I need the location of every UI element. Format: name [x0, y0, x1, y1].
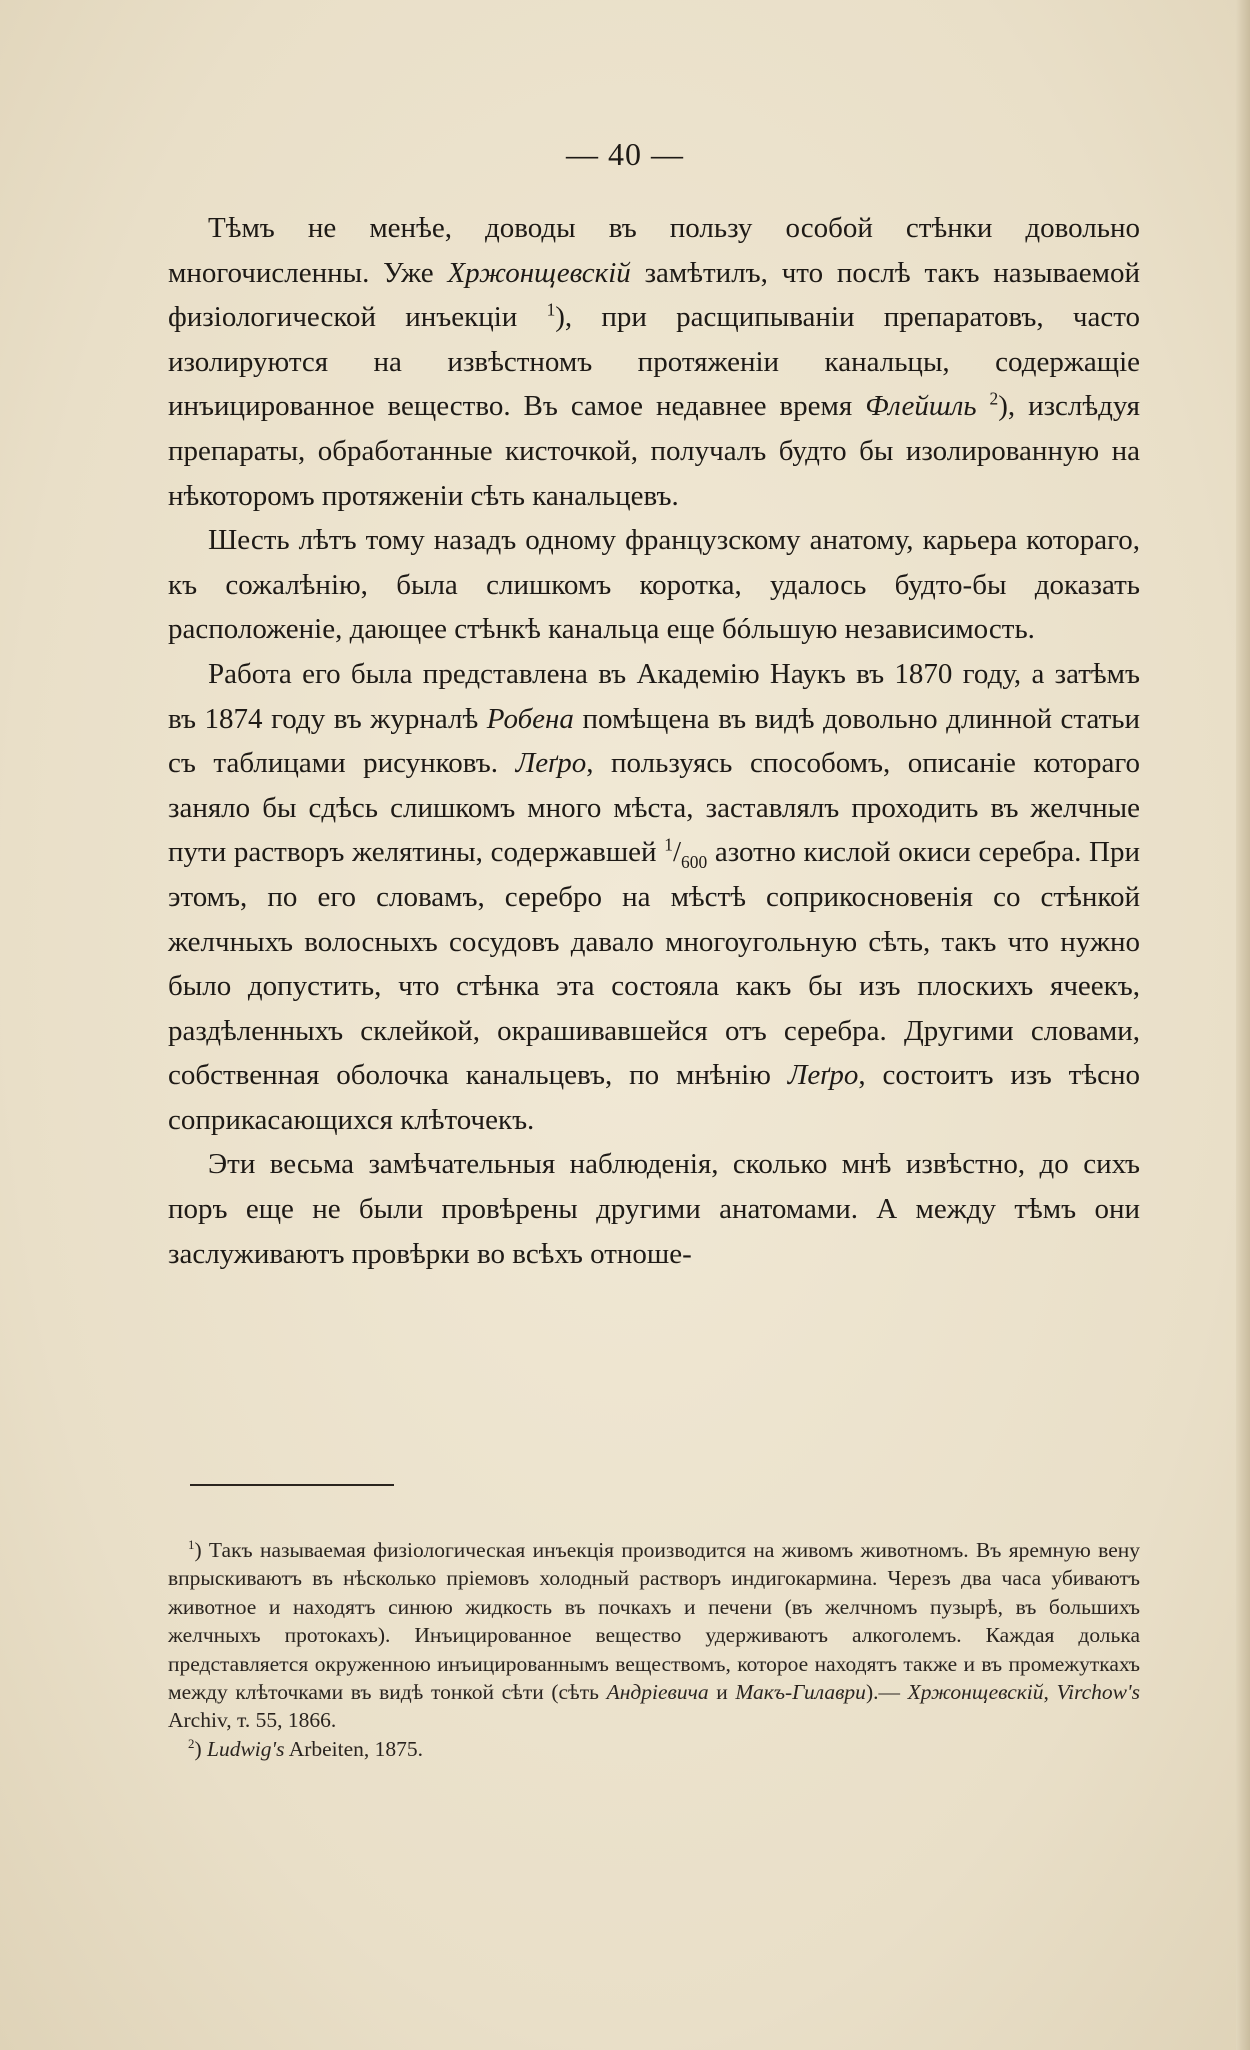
footnote-ref: 1 [546, 299, 556, 320]
author-name: Леґро [515, 747, 587, 780]
text-run: Эти весьма замѣчательныя наблюденія, сколько мнѣ извѣстно, до сихъ поръ еще не были провѣрены другими анатомами. А между тѣмъ они заслуживаютъ провѣрки во всѣхъ отноше- [168, 1148, 1140, 1270]
text-run: Arbeiten, 1875. [284, 1736, 424, 1761]
author-name: Хржонщевскій [447, 256, 631, 289]
author-name: Флейшль [865, 390, 977, 423]
paragraph-2 [168, 518, 1140, 652]
page-number: — 40 — [566, 136, 684, 172]
fraction-denominator: 600 [681, 852, 708, 873]
text-run: ), при расщипываніи препаратовъ, часто изолируются на извѣстномъ протяженіи канальцы, содержащіе инъицированное вещество. Въ самое недавнее время [168, 301, 1141, 423]
text-run: и [708, 1680, 736, 1705]
fraction-slash: / [672, 836, 682, 869]
text-run: замѣтилъ, что послѣ такъ называемой физіологической инъекціи [168, 256, 1140, 334]
footnote-1 [168, 1536, 1140, 1735]
text-run: азотно кислой окиси серебра. При этомъ, по его словамъ, серебро на мѣстѣ соприкосновенія со стѣнкой желчныхъ волосныхъ сосудовъ давало многоугольную сѣть, такъ что нужно было допустить, что стѣнка эта состояла какъ бы изъ плоскихъ ячеекъ, раздѣленныхъ склейкой, окрашивавшейся отъ серебра. Другими словами, собственная оболочка канальцевъ, по мнѣнію [168, 836, 1140, 1092]
paragraph-3 [168, 652, 1140, 1143]
text-run: Тѣмъ не менѣе, доводы въ пользу особой стѣнки довольно многочисленны. Уже [168, 212, 1140, 289]
text-run: ).— [865, 1680, 908, 1705]
journal-name: Робена [486, 702, 574, 735]
author-name: Леґро [787, 1059, 859, 1092]
footnotes [168, 1536, 1140, 1763]
text-run: , состоитъ изъ тѣсно соприкасающихся клѣточекъ. [168, 1059, 1140, 1136]
footnote-ref: 2 [989, 388, 999, 409]
text-run: Работа его была представлена въ Академію Наукъ въ 1870 году, а затѣмъ въ 1874 году въ журналѣ [168, 657, 1140, 735]
text-run: помѣщена въ видѣ довольно длинной статьи съ таблицами рисунковъ. [168, 702, 1140, 780]
paragraph-4 [168, 1142, 1140, 1276]
text-run: ) [194, 1736, 207, 1761]
text-run [977, 390, 990, 422]
fraction-numerator: 1 [664, 834, 673, 855]
text-run: Archiv, т. 55, 1866. [168, 1708, 337, 1733]
text-run: , пользуясь способомъ, описаніе котораго заняло бы сдѣсь слишкомъ много мѣста, заставлялъ проходить въ желчные пути растворъ желятины, содержавшей [168, 747, 1140, 869]
footnote-mark: 2 [188, 1736, 195, 1751]
author-name: Ludwig's [207, 1736, 285, 1761]
text-run: ), изслѣдуя препараты, обработанные кисточкой, получалъ будто бы изолированную на нѣкоторомъ протяженіи сѣть канальцевъ. [168, 390, 1141, 512]
author-name: Андріевича [606, 1680, 709, 1705]
main-text [168, 206, 1140, 1276]
text-run: Шесть лѣтъ тому назадъ одному французскому анатому, карьера котораго, къ сожалѣнію, была слишкомъ коротка, удалось будто-бы доказать расположеніе, дающее стѣнкѣ канальца еще бóльшую независимость. [168, 524, 1140, 646]
page-binding-edge [1236, 0, 1250, 2050]
paragraph-1 [168, 206, 1140, 518]
footnote-separator [190, 1484, 394, 1486]
footnote-2 [168, 1735, 1140, 1763]
author-name: Макъ-Гилаври [735, 1680, 866, 1705]
text-run: ) Такъ называемая физіологическая инъекція производится на живомъ животномъ. Въ яремную вену впрыскиваютъ въ нѣсколько пріемовъ холодный растворъ индигокармина. Черезъ два часа убиваютъ животное и находятъ синюю жидкость въ почкахъ и печени (въ желчномъ пузырѣ, въ большихъ желчныхъ протокахъ). Инъицированное вещество удерживаютъ алкоголемъ. Каждая долька представляется окруженною инъицированнымъ веществомъ, которое находятъ также и въ промежуткахъ между клѣточками въ видѣ тонкой сѣти (сѣть [168, 1538, 1140, 1705]
footnote-mark: 1 [188, 1537, 195, 1552]
author-name: Хржонщевскій [907, 1680, 1044, 1705]
journal-name: Virchow's [1056, 1680, 1140, 1705]
text-run: , [1043, 1680, 1057, 1705]
